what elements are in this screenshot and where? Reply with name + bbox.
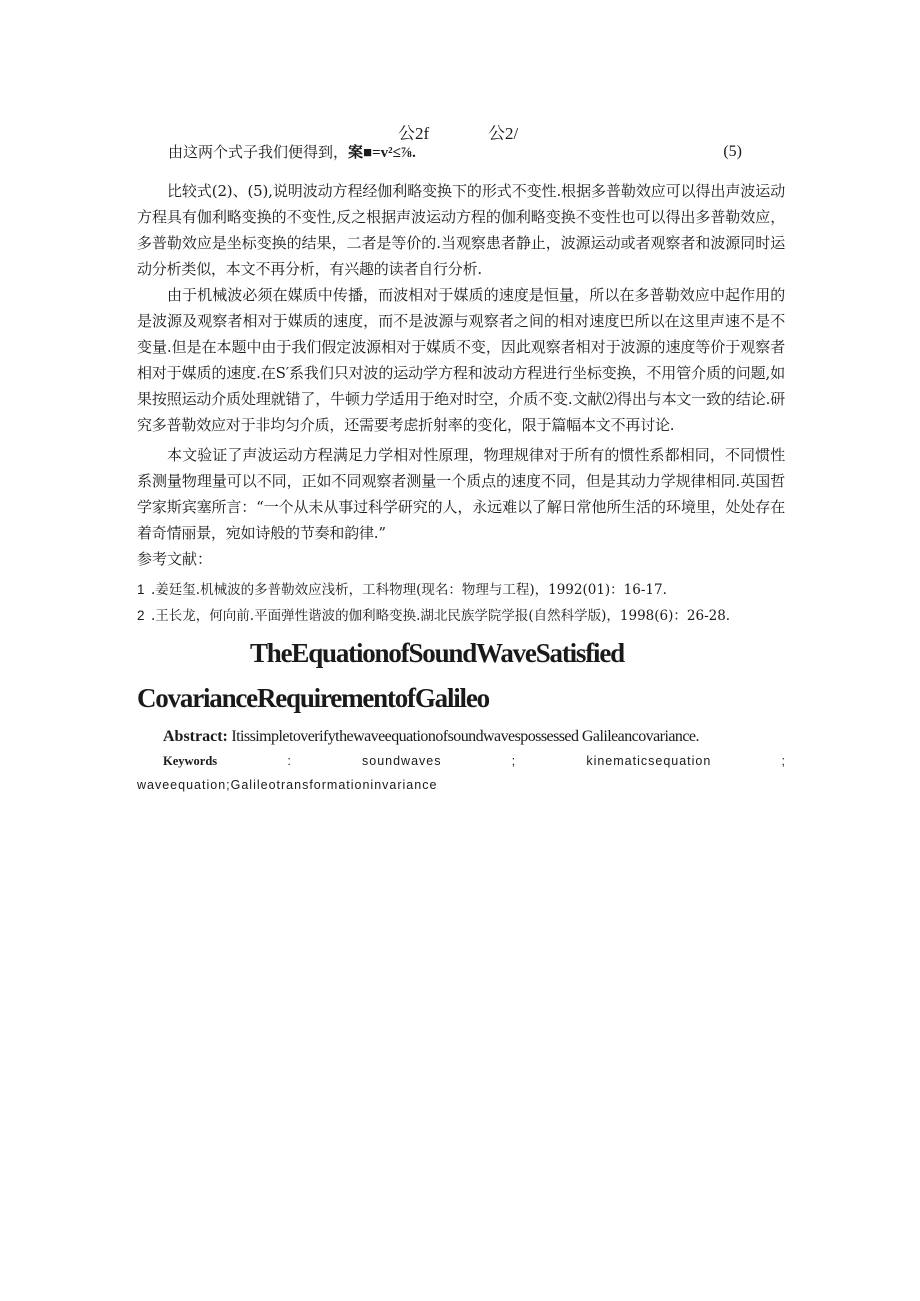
reference-number: 2 [137, 608, 145, 623]
keywords-label: Keywords [163, 754, 218, 768]
paragraph-text: 比较式(2)、(5),说明波动方程经伽利略变换下的形式不变性.根据多普勒效应可以得出声波运动方程具有伽利略变换的不变性,反之根据声波运动方程的伽利略变换不变性也可以得出多普勒效应，多普勒效应是坐标变换的结果，二者是等价的.当观察患者静止，波源运动或者观察者和波源同时运动分析类似，本文不再分析，有兴趣的读者自行分析. [137, 182, 785, 278]
keywords-continued: waveequation;Galileotransformationinvariance [137, 778, 438, 792]
keywords-row [163, 754, 786, 769]
reference-text: .王长龙，何向前.平面弹性谐波的伽利略变换.湖北民族学院学报(自然科学版)，1998(6)：26-28. [151, 608, 731, 624]
keyword-item: soundwaves [362, 754, 442, 768]
equation-number: (5) [723, 143, 742, 160]
keywords-separator: ; [511, 754, 517, 768]
english-title-line-1: TheEquationofSoundWaveSatisfied [250, 638, 624, 668]
reference-item-1 [137, 580, 667, 600]
abstract-text: Itissimpletoverifythewaveequationofsoundwavespossessed Galileancovariance. [231, 728, 699, 745]
body-paragraph-2 [137, 282, 785, 438]
keyword-item: kinematicsequation [586, 754, 712, 768]
abstract-label: Abstract: [163, 728, 228, 745]
keywords-colon: : [287, 754, 292, 768]
abstract [163, 728, 699, 746]
references-title: 参考文献： [137, 550, 213, 568]
equation-text [168, 141, 416, 164]
equation-lead-text: 由这两个式子我们便得到， [168, 143, 349, 161]
keywords-separator: ; [781, 754, 786, 768]
equation-fragment-right: 公2/ [488, 124, 519, 143]
equation-fragment-left: 公2f [398, 124, 430, 143]
english-title-line-2: CovarianceRequirementofGalileo [137, 683, 489, 713]
body-paragraph-3 [137, 442, 785, 546]
body-paragraph-1 [137, 178, 785, 282]
equation-line [168, 141, 742, 163]
reference-item-2 [137, 606, 730, 626]
equation-formula: 案■=v²≤⅞. [348, 145, 416, 161]
paragraph-text: 本文验证了声波运动方程满足力学相对性原理，物理规律对于所有的惯性系都相同，不同惯性系测量物理量可以不同，正如不同观察者测量一个质点的速度不同，但是其动力学规律相同.英国哲学家斯宾塞所言：“一个从未从事过科学研究的人，永远难以了解日常他所生活的环境里，处处存在着奇情丽景，宛如诗般的节奏和韵律.” [137, 446, 785, 542]
reference-text: .姜廷玺.机械波的多普勒效应浅析，工科物理(现名：物理与工程)，1992(01)：16-17. [151, 582, 667, 598]
reference-number: 1 [137, 582, 145, 597]
paragraph-text: 由于机械波必须在媒质中传播，而波相对于媒质的速度是恒量，所以在多普勒效应中起作用的是波源及观察者相对于媒质的速度，而不是波源与观察者之间的相对速度巴所以在这里声速不是不变量.但是在本题中由于我们假定波源相对于媒质不变，因此观察者相对于波源的速度等价于观察者相对于媒质的速度.在S′系我们只对波的运动学方程和波动方程进行坐标变换，不用管介质的问题,如果按照运动介质处理就错了，牛顿力学适用于绝对时空，介质不变.文献⑵得出与本文一致的结论.研究多普勒效应对于非均匀介质，还需要考虑折射率的变化，限于篇幅本文不再讨论. [137, 286, 785, 434]
